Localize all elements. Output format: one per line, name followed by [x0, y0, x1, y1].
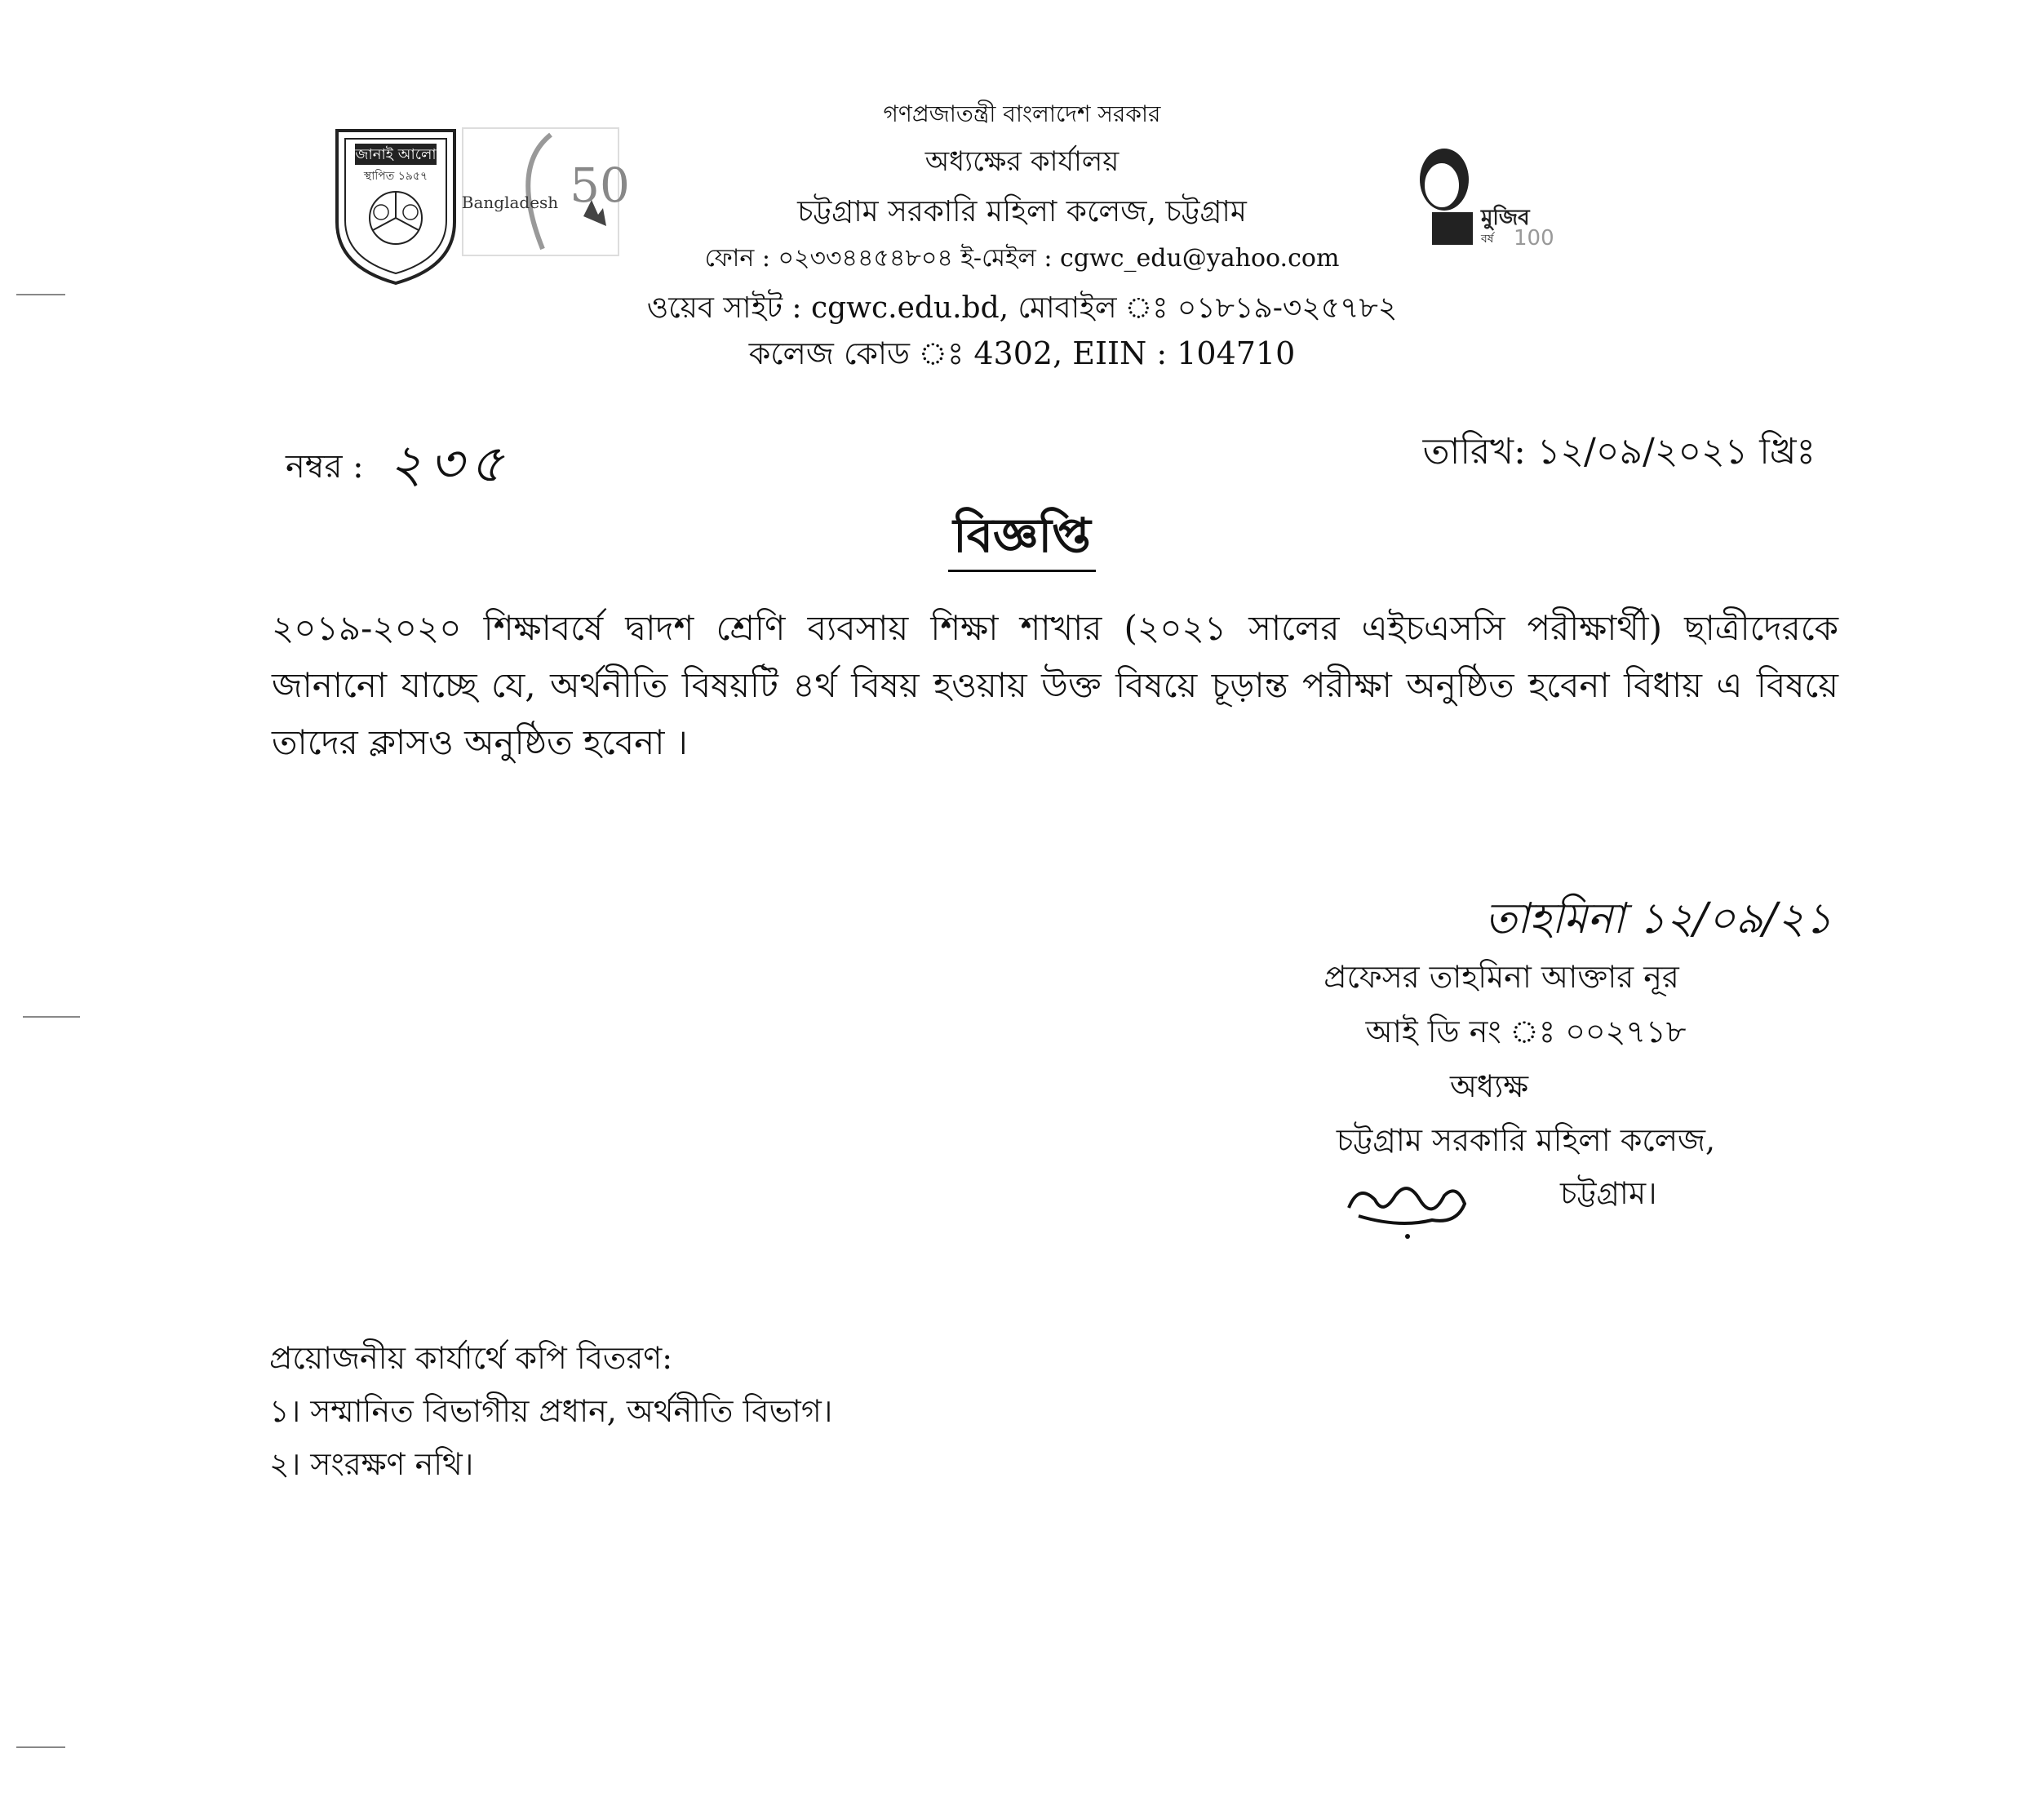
scan-mark: [23, 1016, 80, 1018]
government-line: গণপ্রজাতন্ত্রী বাংলাদেশ সরকার: [883, 100, 1161, 127]
reference-label: নম্বর :: [286, 448, 364, 486]
copy-item: ১। সম্মানিত বিভাগীয় প্রধান, অর্থনীতি বিভাগ।: [269, 1393, 833, 1429]
office-line: অধ্যক্ষের কার্যালয়: [924, 145, 1120, 178]
signatory-name: প্রফেসর তাহমিনা আক্তার নূর: [1324, 959, 1679, 995]
signatory-designation: অধ্যক্ষ: [1449, 1068, 1528, 1104]
mujib-text: মুজিব: [1481, 206, 1530, 230]
mujib-number: 100: [1514, 226, 1554, 251]
scan-mark: [16, 1746, 65, 1748]
copy-item: ২। সংরক্ষণ নথি।: [269, 1446, 474, 1482]
seal-founded: স্থাপিত ১৯৫৭: [363, 170, 428, 183]
signatory-city: চট্টগ্রাম।: [1560, 1175, 1657, 1211]
notice-title: বিজ্ঞপ্তি: [0, 499, 2044, 579]
college-line: চট্টগ্রাম সরকারি মহিলা কলেজ, চট্টগ্রাম: [797, 195, 1247, 229]
signatory-id: আই ডি নং ঃ ০০২৭১৮: [1365, 1014, 1687, 1050]
reference-handwritten-number: ২৩৫: [388, 434, 511, 495]
signatory-college: চট্টগ্রাম সরকারি মহিলা কলেজ,: [1336, 1122, 1716, 1158]
jubilee-number: 50: [570, 158, 630, 213]
contact-line: ফোন : ০২৩৩৪৪৫৪৮০৪ ই-মেইল : cgwc_edu@yahoo.com: [704, 244, 1340, 273]
handwritten-signature: তাহমিনা ১২/০৯/২১: [1485, 894, 1833, 943]
issue-date: তারিখ: ১২/০৯/২০২১ খ্রিঃ: [1422, 431, 1816, 473]
reference-number: [286, 424, 510, 512]
jubilee-text: Bangladesh: [461, 193, 559, 212]
website-line: ওয়েব সাইট : cgwc.edu.bd, মোবাইল ঃ ০১৮১৯-৩২৫৭৮২: [646, 291, 1398, 325]
initial-scribble: [1342, 1175, 1489, 1240]
mujib-sub: বর্ষ: [1481, 233, 1494, 246]
seal-motto: জানাই আলো: [355, 146, 437, 163]
notice-body: ২০১৯-২০২০ শিক্ষাবর্ষে দ্বাদশ শ্রেণি ব্যবসায় শিক্ষা শাখার (২০২১ সালের এইচএসসি পরীক্ষার্থী) ছাত্রীদেরকে জানানো যাচ্ছে যে, অর্থনীতি বিষয়টি ৪র্থ বিষয় হওয়ায় উক্ত বিষয়ে চূড়ান্ত পরীক্ষা অনুষ্ঠিত হবেনা বিধায় এ বিষয়ে তাদের ক্লাসও অনুষ্ঠিত হবেনা ।: [272, 608, 1838, 762]
college-code-line: কলেজ কোড ঃ 4302, EIIN : 104710: [748, 335, 1296, 371]
copy-distribution-heading: প্রয়োজনীয় কার্যার্থে কপি বিতরণ:: [269, 1340, 673, 1376]
scan-mark: [16, 294, 65, 295]
